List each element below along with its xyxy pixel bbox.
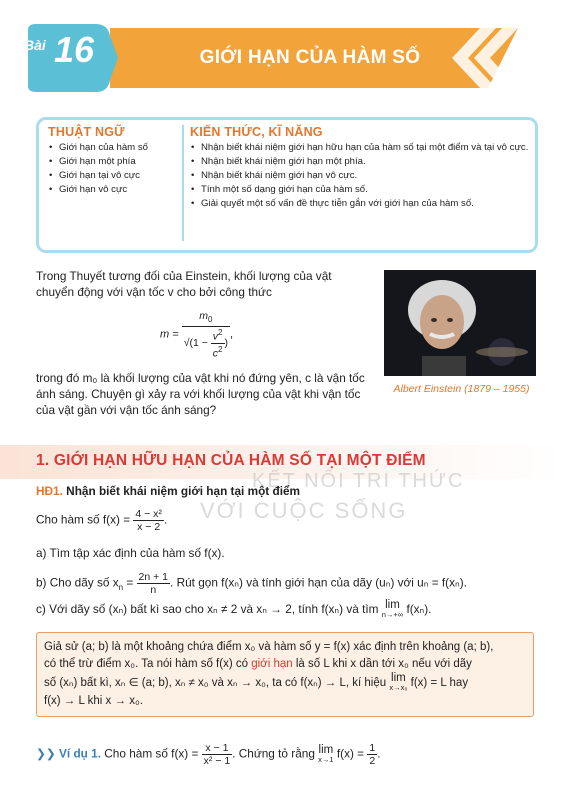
relativity-formula: m = $m_0$ √(1 − $\frac{v^2}{c^2}$ ) ,	[160, 310, 234, 360]
watermark-line-2: VỚI CUỘC SỐNG	[200, 498, 408, 523]
photo-caption: Albert Einstein (1879 – 1955)	[393, 383, 530, 395]
lesson-label: Bài	[24, 37, 46, 53]
term-item: • Giới hạn tại vô cực	[48, 169, 173, 183]
skill-item: • Nhận biết khái niệm giới hạn vô cực.	[190, 169, 530, 183]
intro-paragraph: Trong Thuyết tương đối của Einstein, khối lượng của vật chuyển động với vận tốc v cho bởi công thức	[36, 269, 332, 299]
terms-heading: THUẬT NGỮ	[48, 125, 125, 139]
example-tag: Ví dụ 1.	[59, 746, 101, 761]
activity-part-a: a) Tìm tập xác định của hàm số f(x).	[36, 546, 225, 560]
einstein-photo	[384, 270, 536, 376]
skill-item: • Nhận biết khái niệm giới hạn hữu hạn của hàm số tại một điểm và tại vô cực.	[190, 141, 530, 155]
activity-given: Cho hàm số f(x) = $\frac{\text{4 − x²}}{x - 2}$ .	[36, 508, 168, 533]
term-item: • Giới hạn của hàm số	[48, 141, 173, 155]
lesson-number: 16	[54, 29, 95, 70]
terms-column	[48, 125, 173, 197]
skills-column	[182, 125, 530, 241]
activity-tag: HĐ1.	[36, 484, 63, 498]
skills-heading: KIẾN THỨC, KĨ NĂNG	[190, 125, 323, 139]
activity-part-b: b) Cho dãy số $x_n$ = $\frac{2n + 1}{n}$ . Rút gọn f(xₙ) và tính giới hạn của dãy (uₙ) với uₙ = f(xₙ).	[36, 571, 467, 596]
intro-question: trong đó m₀ là khối lượng của vật khi nó đứng yên, c là vận tốc ánh sáng. Chuyện gì xảy ra với khối lượng của vật khi vận tốc của vật gần với vận tốc ánh sáng?	[36, 371, 365, 417]
highlight-term: giới hạn	[251, 658, 293, 670]
example-1: ❯❯ Ví dụ 1. Cho hàm số f(x) = $\frac{x - 1}{\text{x² − 1}}$ . Chứng tỏ rằng lim x→1 f(x) = $\frac{1}{2}$ .	[36, 742, 381, 767]
skill-item: • Giải quyết một số vấn đề thực tiễn gắn với giới hạn của hàm số.	[190, 197, 530, 211]
term-item: • Giới hạn một phía	[48, 155, 173, 169]
watermark-line-1: KẾT NỐI TRI THỨC	[252, 470, 465, 492]
page-title: GIỚI HẠN CỦA HÀM SỐ	[199, 47, 421, 68]
section-title: 1. GIỚI HẠN HỮU HẠN CỦA HÀM SỐ TẠI MỘT ĐIỂM	[36, 452, 426, 469]
activity-title: Nhận biết khái niệm giới hạn tại một điểm	[66, 484, 301, 498]
activity-heading	[36, 484, 300, 498]
definition-text: Giả sử (a; b) là một khoảng chứa điểm x₀ và hàm số y = f(x) xác định trên khoảng (a; b), có thể trừ điểm x₀. Ta nói hàm số f(x) có giới hạn là số L khi x dần tới x₀ nếu với dãy số (xₙ) bất kì, xₙ ∈ (a; b), xₙ ≠ x₀ và xₙ → x₀, ta có f(xₙ) → L, kí hiệu lim x→x₀ f(x) = L hay f(x) → L khi x → x₀.	[44, 641, 494, 707]
skill-item: • Tính một số dạng giới hạn của hàm số.	[190, 183, 530, 197]
activity-part-c: c) Với dãy số (xₙ) bất kì sao cho xₙ ≠ 2 và xₙ → 2, tính f(xₙ) và tìm lim n→+∞ f(xₙ).	[36, 599, 432, 619]
term-item: • Giới hạn vô cực	[48, 183, 173, 197]
skill-item: • Nhận biết khái niệm giới hạn một phía.	[190, 155, 530, 169]
